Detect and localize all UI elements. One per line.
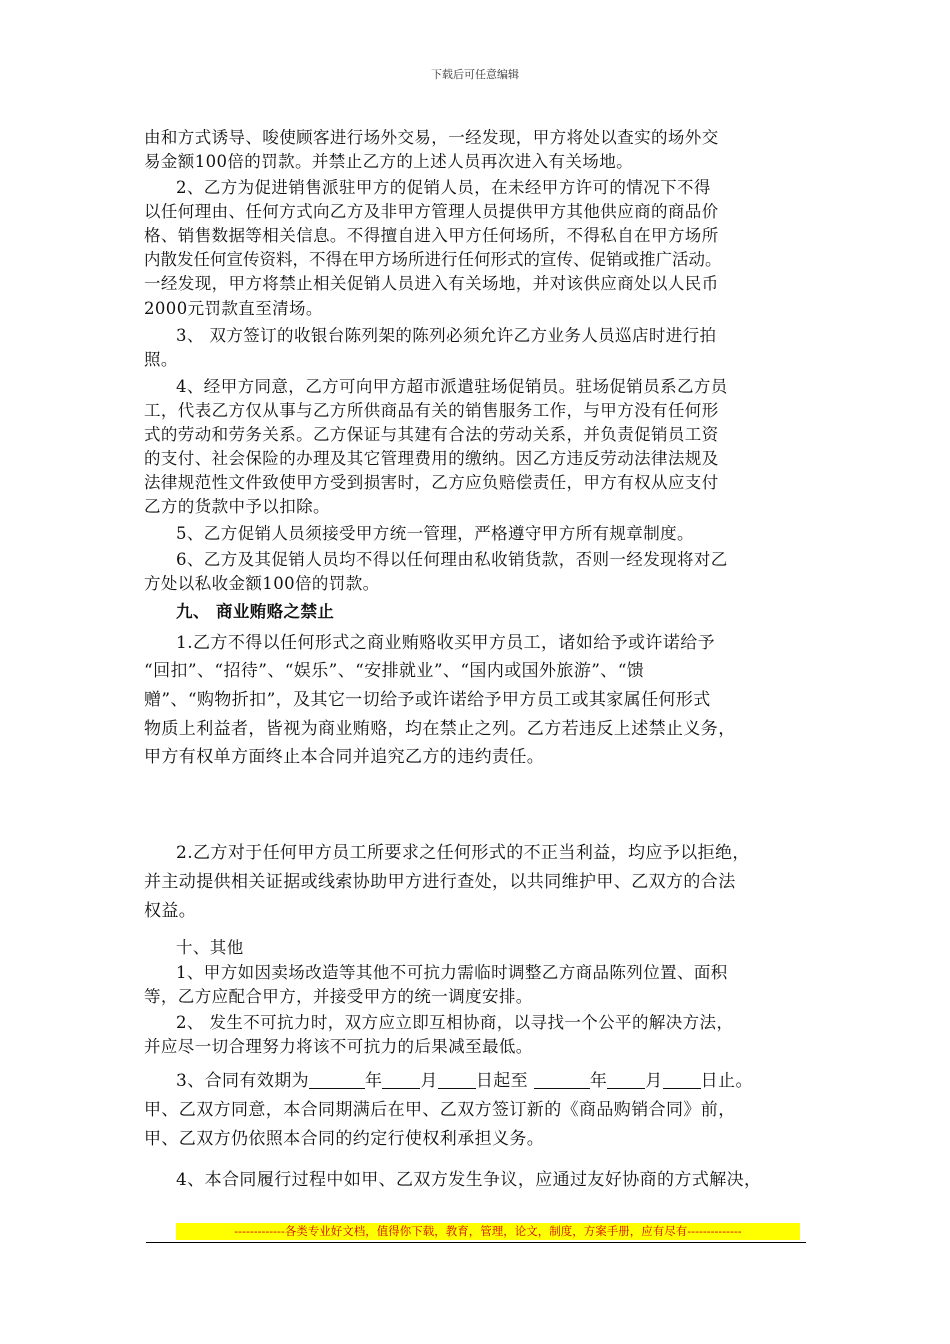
body-line: 乙方的货款中予以扣除。 [144,497,330,516]
contract-term-line [176,1066,856,1091]
term-month-label: 月 [645,1071,663,1091]
body-line: 权益。 [144,901,197,921]
body-line: 式的劳动和劳务关系。乙方保证与其建有合法的劳动关系，并负责促销员工资 [144,425,719,444]
body-line: 以任何理由、任何方式向乙方及非甲方管理人员提供甲方其他供应商的商品价 [144,202,719,221]
term-prefix: 3、合同有效期为 [176,1071,310,1091]
body-line: 的支付、社会保险的办理及其它管理费用的缴纳。因乙方违反劳动法律法规及 [144,449,719,468]
term-year-label: 年 [365,1071,383,1091]
blank-field[interactable] [607,1072,645,1089]
body-line: 格、销售数据等相关信息。不得擅自进入甲方任何场所，不得私自在甲方场所 [144,226,719,245]
body-line: 甲、乙双方同意，本合同期满后在甲、乙双方签订新的《商品购销合同》前， [144,1100,736,1120]
term-month-label: 月 [420,1071,438,1091]
body-line: 等，乙方应配合甲方，并接受甲方的统一调度安排。 [144,987,533,1006]
body-line: 6、乙方及其促销人员均不得以任何理由私收销货款，否则一经发现将对乙 [176,550,728,569]
body-line: 方处以私收金额100倍的罚款。 [144,574,380,593]
body-line: 并应尽一切合理努力将该不可抗力的后果减至最低。 [144,1037,533,1056]
body-line: 1、甲方如因卖场改造等其他不可抗力需临时调整乙方商品陈列位置、面积 [176,963,728,982]
body-line: 甲方有权单方面终止本合同并追究乙方的违约责任。 [144,747,545,767]
body-line: 内散发任何宣传资料，不得在甲方场所进行任何形式的宣传、促销或推广活动。 [144,250,722,269]
term-from-label: 日起至 [475,1071,529,1091]
body-line: 物质上利益者，皆视为商业贿赂，均在禁止之列。乙方若违反上述禁止义务， [144,719,736,739]
body-line: 3、 双方签订的收银台陈列架的陈列必须允许乙方业务人员巡店时进行拍 [176,326,717,345]
body-line: 并主动提供相关证据或线索协助甲方进行查处，以共同维护甲、乙双方的合法 [144,872,736,892]
term-year-label: 年 [589,1071,608,1091]
body-line: 甲、乙双方仍依照本合同的约定行使权利承担义务。 [144,1129,545,1149]
blank-field[interactable] [382,1072,420,1089]
blank-field[interactable] [309,1072,365,1089]
footer-divider [146,1242,806,1243]
body-line: 1.乙方不得以任何形式之商业贿赂收买甲方员工，诸如给予或许诺给予 [176,633,716,653]
body-line: 赠”、“购物折扣”，及其它一切给予或许诺给予甲方员工或其家属任何形式 [144,690,711,710]
section-heading-10: 十、其他 [176,938,244,957]
body-line: 5、乙方促销人员须接受甲方统一管理，严格遵守甲方所有规章制度。 [176,524,694,543]
page-header: 下载后可任意编辑 [431,68,519,81]
body-line: “回扣”、“招待”、“娱乐”、“安排就业”、“国内或国外旅游”、“馈 [144,661,645,681]
body-line: 4、本合同履行过程中如甲、乙双方发生争议，应通过友好协商的方式解决， [176,1170,762,1190]
body-line: 照。 [144,350,178,369]
term-to-label: 日止。 [700,1071,753,1091]
body-line: 2.乙方对于任何甲方员工所要求之任何形式的不正当利益，均应予以拒绝， [176,843,750,863]
body-line: 由和方式诱导、唆使顾客进行场外交易，一经发现，甲方将处以查实的场外交 [144,128,719,147]
blank-field[interactable] [534,1072,590,1089]
body-line: 工，代表乙方仅从事与乙方所供商品有关的销售服务工作，与甲方没有任何形 [144,401,719,420]
body-line: 法律规范性文件致使甲方受到损害时，乙方应负赔偿责任，甲方有权从应支付 [144,473,719,492]
body-line: 4、经甲方同意，乙方可向甲方超市派遣驻场促销员。驻场促销员系乙方员 [176,377,728,396]
section-heading-9: 九、 商业贿赂之禁止 [176,602,335,621]
body-line: 2、 发生不可抗力时，双方应立即互相协商，以寻找一个公平的解决方法， [176,1013,734,1032]
body-line: 2、乙方为促进销售派驻甲方的促销人员，在未经甲方许可的情况下不得 [176,178,711,197]
blank-field[interactable] [663,1072,701,1089]
body-line: 易金额100倍的罚款。并禁止乙方的上述人员再次进入有关场地。 [144,152,633,171]
body-line: 一经发现，甲方将禁止相关促销人员进入有关场地，并对该供应商处以人民币 [144,274,719,293]
footer-banner: -------------各类专业好文档，值得你下载，教育，管理，论文，制度，方案手册，应有尽有-------------- [176,1223,800,1240]
blank-field[interactable] [438,1072,476,1089]
body-line: 2000元罚款直至清场。 [144,299,323,318]
